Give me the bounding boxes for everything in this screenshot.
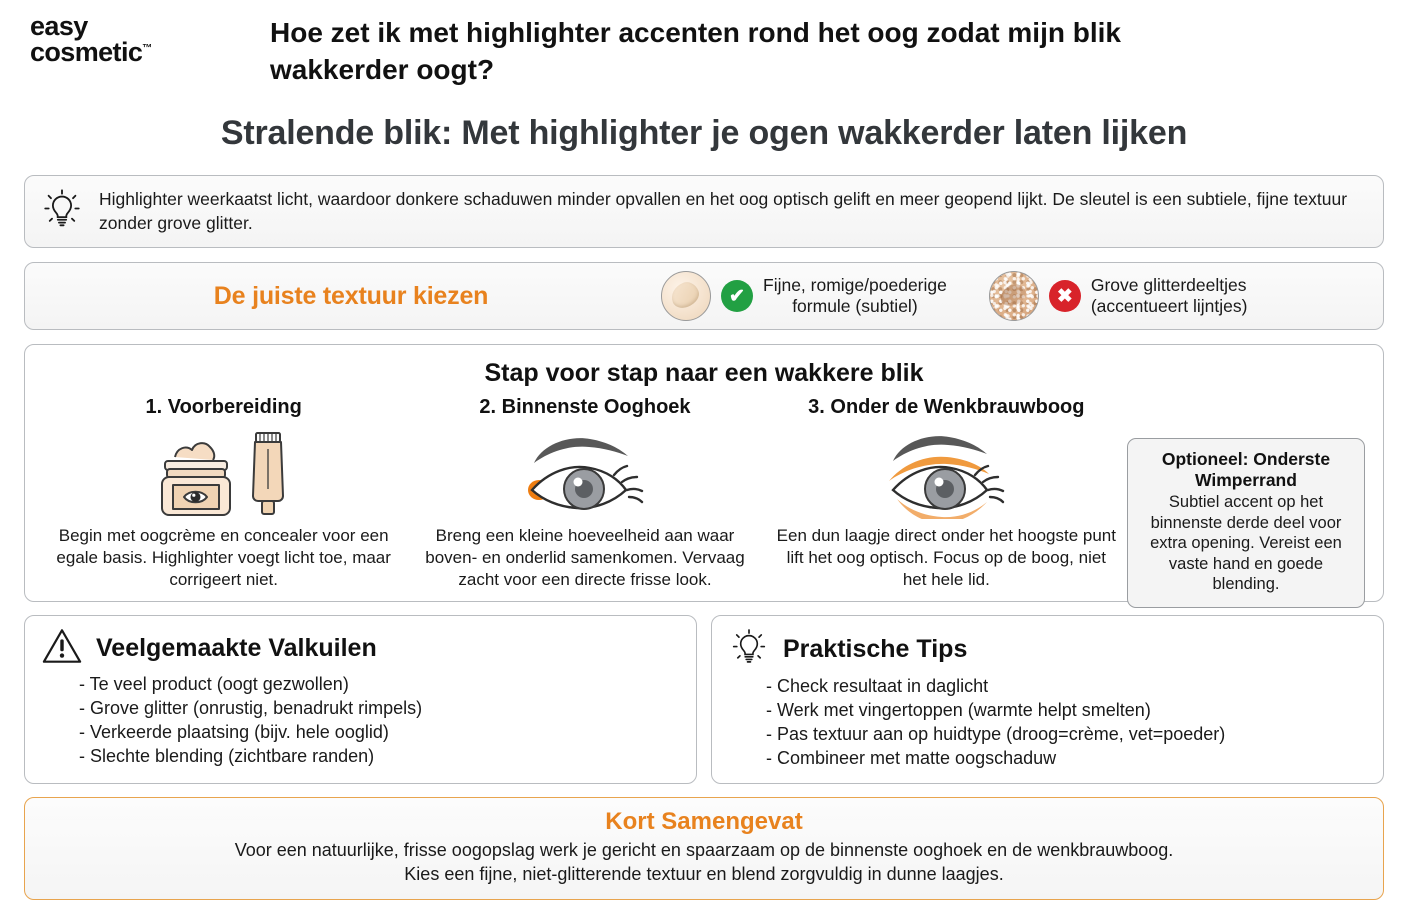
list-item: - Werk met vingertoppen (warmte helpt smelten) [766, 699, 1151, 720]
tips-list [728, 675, 1367, 771]
list-item: - Combineer met matte oogschaduw [766, 747, 1057, 768]
step-1 [43, 396, 404, 590]
eye-browbone-highlight-icon [774, 425, 1119, 521]
step-1-description: Begin met oogcrème en concealer voor een egale basis. Highlighter voegt licht toe, maar corrigeert niet. [56, 526, 391, 589]
step-1-title: 1. Voorbereiding [145, 396, 302, 418]
cream-swatch-icon [661, 271, 711, 321]
list-item: - Pas textuur aan op huidtype (droog=crème, vet=poeder) [766, 723, 1226, 744]
bottom-panels [24, 615, 1384, 784]
texture-bad-line2: (accentueert lijntjes) [1090, 296, 1248, 316]
page-title: Hoe zet ik met highlighter accenten rond het oog zodat mijn blik wakkerder oogt? [270, 17, 1121, 86]
step-2-title: 2. Binnenste Ooghoek [479, 396, 691, 418]
list-item: - Slechte blending (zichtbare randen) [79, 745, 375, 766]
optional-note-text: Subtiel accent op het binnenste derde deel voor extra opening. Vereist een vaste hand en goede blending. [1150, 493, 1342, 594]
trademark-symbol: ™ [142, 42, 153, 54]
tips-title: Praktische Tips [783, 635, 968, 663]
infographic-title: Stralende blik: Met highlighter je ogen wakkerder laten lijken [220, 114, 1188, 152]
pitfalls-header [41, 626, 680, 671]
eye-inner-corner-highlight-icon [412, 425, 757, 521]
summary-title: Kort Samengevat [605, 807, 803, 835]
lightbulb-icon [728, 626, 770, 673]
texture-banner [24, 262, 1384, 330]
brand-logo-line2 [30, 36, 153, 67]
texture-good-line1: Fijne, romige/poederige [763, 274, 947, 295]
glitter-swatch-icon [989, 271, 1039, 321]
texture-option-bad [989, 271, 1248, 321]
brand-logo-line1: easy [30, 11, 88, 41]
summary-panel [24, 797, 1384, 900]
pitfalls-panel [24, 615, 697, 784]
tips-panel [711, 615, 1384, 784]
check-circle-icon: ✔ [721, 280, 753, 312]
list-item: - Check resultaat in daglicht [766, 676, 989, 696]
step-3-title: 3. Onder de Wenkbrauwboog [808, 396, 1085, 418]
steps-row [43, 396, 1365, 608]
step-2-description: Breng een kleine hoeveelheid aan waar boven- en onderlid samenkomen. Vervaag zacht voor een directe frisse look. [425, 526, 745, 589]
intro-banner [24, 175, 1384, 248]
step-3-description: Een dun laagje direct onder het hoogste punt lift het oog optisch. Focus op de boog, niet het hele lid. [776, 526, 1116, 589]
lightbulb-icon [39, 186, 85, 237]
texture-option-good [661, 271, 947, 321]
texture-good-line2: formule (subtiel) [792, 296, 918, 316]
summary-line-2: Kies een fijne, niet-glitterende textuur en blend zorgvuldig in dunne laagjes. [404, 863, 1004, 884]
list-item: - Verkeerde plaatsing (bijv. hele ooglid) [79, 721, 389, 742]
step-2 [404, 396, 765, 590]
page-header [0, 0, 1408, 96]
brand-logo-word: cosmetic [30, 36, 143, 67]
eyecream-jar-and-concealer-tube-icon [51, 425, 396, 521]
summary-line-1: Voor een natuurlijke, frisse oogopslag werk je gericht en spaarzaam op de binnenste ooghoek en de wenkbrauwboog. [234, 839, 1174, 860]
step-3 [766, 396, 1127, 590]
texture-option-bad-label [1091, 275, 1248, 318]
steps-heading: Stap voor stap naar een wakkere blik [484, 359, 924, 387]
texture-bad-line1: Grove glitterdeeltjes [1090, 274, 1247, 295]
optional-note-title: Optioneel: Onderste Wimperrand [1161, 449, 1331, 490]
texture-section-title: De juiste textuur kiezen [213, 281, 489, 310]
tips-header [728, 626, 1367, 673]
pitfalls-list [41, 673, 680, 769]
list-item: - Te veel product (oogt gezwollen) [79, 674, 349, 694]
warning-triangle-icon [41, 626, 83, 671]
brand-logo[interactable] [0, 11, 270, 67]
steps-card [24, 344, 1384, 602]
texture-option-good-label [763, 275, 947, 318]
cross-circle-icon: ✖ [1049, 280, 1081, 312]
texture-options [661, 271, 1367, 321]
pitfalls-title: Veelgemaakte Valkuilen [96, 634, 377, 662]
list-item: - Grove glitter (onrustig, benadrukt rimpels) [79, 697, 423, 718]
intro-text: Highlighter weerkaatst licht, waardoor donkere schaduwen minder opvallen en het oog optisch gelift en meer geopend lijkt. De sleutel is een subtiele, fijne textuur zonder grove glitter. [99, 189, 1348, 233]
optional-note-box [1127, 438, 1365, 608]
